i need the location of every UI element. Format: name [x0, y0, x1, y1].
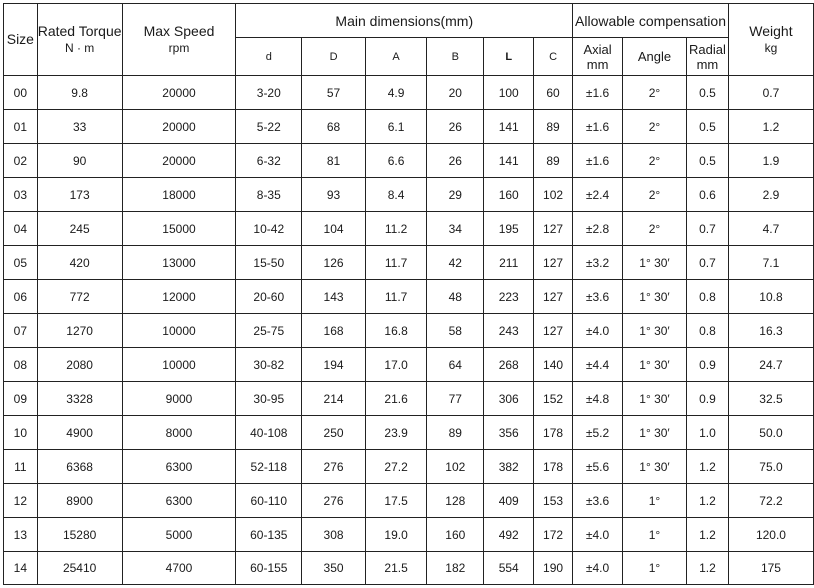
table-row	[4, 144, 814, 178]
cell-dim-C: 178	[534, 416, 573, 450]
cell-radial: 0.6	[686, 178, 728, 212]
cell-dim-C: 190	[534, 552, 573, 585]
cell-axial: ±4.4	[573, 348, 623, 382]
table-row	[4, 110, 814, 144]
cell-max-speed: 20000	[122, 110, 236, 144]
cell-dim-A: 17.5	[366, 484, 427, 518]
cell-dim-D: 168	[302, 314, 366, 348]
cell-dim-C: 89	[534, 144, 573, 178]
cell-dim-d: 60-110	[236, 484, 302, 518]
cell-max-speed: 12000	[122, 280, 236, 314]
cell-radial: 0.7	[686, 246, 728, 280]
cell-radial: 1.2	[686, 450, 728, 484]
cell-max-speed: 6300	[122, 484, 236, 518]
cell-max-speed: 13000	[122, 246, 236, 280]
cell-rated-torque: 3328	[37, 382, 122, 416]
cell-dim-A: 6.6	[366, 144, 427, 178]
cell-angle: 2°	[623, 144, 687, 178]
header-dim-C: C	[534, 38, 573, 76]
cell-dim-A: 16.8	[366, 314, 427, 348]
table-row	[4, 76, 814, 110]
table-row	[4, 246, 814, 280]
header-dim-L: L	[484, 38, 534, 76]
table-row	[4, 416, 814, 450]
header-max-speed	[122, 4, 236, 76]
cell-dim-A: 11.7	[366, 280, 427, 314]
table-row	[4, 314, 814, 348]
cell-axial: ±3.6	[573, 484, 623, 518]
cell-rated-torque: 245	[37, 212, 122, 246]
cell-dim-L: 268	[484, 348, 534, 382]
cell-dim-C: 153	[534, 484, 573, 518]
cell-size: 11	[4, 450, 38, 484]
cell-axial: ±4.0	[573, 314, 623, 348]
cell-dim-A: 11.7	[366, 246, 427, 280]
cell-radial: 0.8	[686, 314, 728, 348]
cell-size: 07	[4, 314, 38, 348]
cell-radial: 1.2	[686, 484, 728, 518]
cell-dim-C: 127	[534, 314, 573, 348]
cell-size: 14	[4, 552, 38, 585]
header-weight	[728, 4, 813, 76]
cell-size: 13	[4, 518, 38, 552]
cell-dim-B: 102	[427, 450, 484, 484]
cell-radial: 0.5	[686, 76, 728, 110]
header-main-dimensions: Main dimensions(mm)	[236, 4, 573, 38]
cell-radial: 0.5	[686, 110, 728, 144]
cell-dim-D: 350	[302, 552, 366, 585]
cell-dim-L: 211	[484, 246, 534, 280]
cell-radial: 0.9	[686, 348, 728, 382]
cell-dim-L: 409	[484, 484, 534, 518]
cell-dim-A: 6.1	[366, 110, 427, 144]
cell-dim-d: 60-155	[236, 552, 302, 585]
cell-dim-L: 160	[484, 178, 534, 212]
cell-angle: 2°	[623, 212, 687, 246]
cell-axial: ±3.6	[573, 280, 623, 314]
header-axial-unit: mm	[586, 56, 609, 72]
cell-dim-B: 26	[427, 144, 484, 178]
header-radial	[686, 38, 728, 76]
cell-dim-C: 127	[534, 212, 573, 246]
cell-rated-torque: 1270	[37, 314, 122, 348]
cell-axial: ±3.2	[573, 246, 623, 280]
cell-dim-B: 64	[427, 348, 484, 382]
cell-dim-d: 6-32	[236, 144, 302, 178]
header-weight-unit: kg	[764, 40, 778, 55]
cell-weight: 120.0	[728, 518, 813, 552]
cell-radial: 1.2	[686, 518, 728, 552]
cell-angle: 1° 30′	[623, 382, 687, 416]
cell-dim-L: 100	[484, 76, 534, 110]
cell-dim-D: 194	[302, 348, 366, 382]
cell-size: 04	[4, 212, 38, 246]
cell-size: 09	[4, 382, 38, 416]
cell-dim-d: 30-82	[236, 348, 302, 382]
cell-dim-A: 21.5	[366, 552, 427, 585]
cell-axial: ±1.6	[573, 76, 623, 110]
cell-size: 01	[4, 110, 38, 144]
cell-rated-torque: 2080	[37, 348, 122, 382]
cell-dim-D: 68	[302, 110, 366, 144]
cell-dim-D: 104	[302, 212, 366, 246]
cell-axial: ±5.6	[573, 450, 623, 484]
cell-dim-D: 81	[302, 144, 366, 178]
cell-dim-C: 140	[534, 348, 573, 382]
cell-weight: 1.9	[728, 144, 813, 178]
header-radial-label: Radial	[688, 41, 726, 57]
table-row	[4, 450, 814, 484]
cell-dim-d: 5-22	[236, 110, 302, 144]
cell-dim-A: 27.2	[366, 450, 427, 484]
header-radial-unit: mm	[696, 56, 719, 72]
header-max-speed-label: Max Speed	[143, 22, 215, 39]
cell-dim-A: 19.0	[366, 518, 427, 552]
cell-dim-B: 34	[427, 212, 484, 246]
cell-dim-d: 10-42	[236, 212, 302, 246]
cell-angle: 2°	[623, 76, 687, 110]
cell-dim-L: 195	[484, 212, 534, 246]
cell-weight: 16.3	[728, 314, 813, 348]
cell-dim-L: 306	[484, 382, 534, 416]
cell-dim-C: 178	[534, 450, 573, 484]
cell-weight: 1.2	[728, 110, 813, 144]
header-angle: Angle	[623, 38, 687, 76]
cell-weight: 10.8	[728, 280, 813, 314]
spec-table-body	[4, 76, 814, 585]
cell-rated-torque: 90	[37, 144, 122, 178]
cell-dim-B: 48	[427, 280, 484, 314]
cell-dim-L: 554	[484, 552, 534, 585]
cell-dim-B: 26	[427, 110, 484, 144]
header-dim-B: B	[427, 38, 484, 76]
cell-dim-D: 57	[302, 76, 366, 110]
cell-axial: ±1.6	[573, 144, 623, 178]
cell-radial: 0.9	[686, 382, 728, 416]
cell-size: 02	[4, 144, 38, 178]
table-row	[4, 484, 814, 518]
cell-rated-torque: 772	[37, 280, 122, 314]
cell-dim-L: 382	[484, 450, 534, 484]
cell-rated-torque: 15280	[37, 518, 122, 552]
cell-weight: 50.0	[728, 416, 813, 450]
cell-dim-B: 128	[427, 484, 484, 518]
cell-weight: 4.7	[728, 212, 813, 246]
cell-axial: ±2.4	[573, 178, 623, 212]
table-row	[4, 212, 814, 246]
cell-radial: 0.7	[686, 212, 728, 246]
cell-size: 03	[4, 178, 38, 212]
cell-angle: 1° 30′	[623, 450, 687, 484]
cell-max-speed: 20000	[122, 144, 236, 178]
cell-dim-D: 276	[302, 484, 366, 518]
cell-size: 06	[4, 280, 38, 314]
cell-rated-torque: 420	[37, 246, 122, 280]
cell-dim-d: 52-118	[236, 450, 302, 484]
cell-max-speed: 5000	[122, 518, 236, 552]
cell-radial: 1.2	[686, 552, 728, 585]
cell-axial: ±2.8	[573, 212, 623, 246]
header-weight-label: Weight	[749, 22, 793, 39]
cell-rated-torque: 8900	[37, 484, 122, 518]
cell-dim-B: 42	[427, 246, 484, 280]
cell-dim-B: 182	[427, 552, 484, 585]
cell-size: 10	[4, 416, 38, 450]
table-row	[4, 518, 814, 552]
header-dim-D: D	[302, 38, 366, 76]
cell-dim-d: 8-35	[236, 178, 302, 212]
cell-max-speed: 4700	[122, 552, 236, 585]
cell-size: 12	[4, 484, 38, 518]
cell-weight: 75.0	[728, 450, 813, 484]
cell-axial: ±4.8	[573, 382, 623, 416]
cell-size: 00	[4, 76, 38, 110]
cell-dim-d: 40-108	[236, 416, 302, 450]
cell-angle: 2°	[623, 178, 687, 212]
cell-dim-D: 126	[302, 246, 366, 280]
cell-dim-C: 172	[534, 518, 573, 552]
cell-dim-d: 60-135	[236, 518, 302, 552]
cell-dim-d: 25-75	[236, 314, 302, 348]
cell-rated-torque: 4900	[37, 416, 122, 450]
cell-dim-L: 141	[484, 110, 534, 144]
cell-rated-torque: 33	[37, 110, 122, 144]
cell-axial: ±4.0	[573, 552, 623, 585]
cell-angle: 1° 30′	[623, 280, 687, 314]
cell-max-speed: 6300	[122, 450, 236, 484]
cell-angle: 2°	[623, 110, 687, 144]
cell-size: 08	[4, 348, 38, 382]
cell-dim-B: 89	[427, 416, 484, 450]
cell-axial: ±1.6	[573, 110, 623, 144]
coupling-spec-table	[3, 3, 814, 585]
cell-angle: 1° 30′	[623, 416, 687, 450]
cell-dim-L: 141	[484, 144, 534, 178]
cell-dim-A: 21.6	[366, 382, 427, 416]
header-size: Size	[4, 4, 38, 76]
header-rated-torque-label: Rated Torque	[37, 22, 122, 39]
cell-max-speed: 8000	[122, 416, 236, 450]
cell-dim-A: 11.2	[366, 212, 427, 246]
cell-dim-D: 93	[302, 178, 366, 212]
cell-dim-B: 29	[427, 178, 484, 212]
header-axial-label: Axial	[583, 41, 612, 57]
cell-angle: 1°	[623, 484, 687, 518]
cell-dim-C: 60	[534, 76, 573, 110]
cell-size: 05	[4, 246, 38, 280]
header-dim-d: d	[236, 38, 302, 76]
cell-dim-A: 4.9	[366, 76, 427, 110]
cell-weight: 7.1	[728, 246, 813, 280]
cell-max-speed: 20000	[122, 76, 236, 110]
cell-max-speed: 10000	[122, 314, 236, 348]
cell-dim-d: 30-95	[236, 382, 302, 416]
cell-dim-C: 127	[534, 246, 573, 280]
cell-angle: 1° 30′	[623, 246, 687, 280]
table-row	[4, 280, 814, 314]
cell-weight: 24.7	[728, 348, 813, 382]
cell-angle: 1° 30′	[623, 314, 687, 348]
header-rated-torque	[37, 4, 122, 76]
cell-max-speed: 18000	[122, 178, 236, 212]
cell-dim-A: 23.9	[366, 416, 427, 450]
table-row	[4, 178, 814, 212]
header-dim-A: A	[366, 38, 427, 76]
cell-dim-D: 250	[302, 416, 366, 450]
cell-rated-torque: 173	[37, 178, 122, 212]
cell-angle: 1° 30′	[623, 348, 687, 382]
header-axial	[573, 38, 623, 76]
cell-dim-A: 17.0	[366, 348, 427, 382]
cell-dim-D: 143	[302, 280, 366, 314]
cell-dim-B: 77	[427, 382, 484, 416]
cell-dim-C: 127	[534, 280, 573, 314]
cell-rated-torque: 25410	[37, 552, 122, 585]
cell-max-speed: 15000	[122, 212, 236, 246]
cell-dim-L: 492	[484, 518, 534, 552]
cell-dim-L: 223	[484, 280, 534, 314]
cell-rated-torque: 9.8	[37, 76, 122, 110]
cell-rated-torque: 6368	[37, 450, 122, 484]
cell-dim-A: 8.4	[366, 178, 427, 212]
cell-dim-d: 20-60	[236, 280, 302, 314]
cell-weight: 32.5	[728, 382, 813, 416]
table-row	[4, 552, 814, 585]
cell-max-speed: 9000	[122, 382, 236, 416]
cell-dim-d: 15-50	[236, 246, 302, 280]
table-row	[4, 348, 814, 382]
cell-radial: 1.0	[686, 416, 728, 450]
cell-dim-D: 276	[302, 450, 366, 484]
cell-radial: 0.8	[686, 280, 728, 314]
cell-angle: 1°	[623, 552, 687, 585]
cell-weight: 2.9	[728, 178, 813, 212]
header-allowable-compensation: Allowable compensation	[573, 4, 729, 38]
cell-dim-L: 243	[484, 314, 534, 348]
cell-dim-B: 160	[427, 518, 484, 552]
cell-dim-d: 3-20	[236, 76, 302, 110]
cell-weight: 72.2	[728, 484, 813, 518]
cell-max-speed: 10000	[122, 348, 236, 382]
cell-angle: 1°	[623, 518, 687, 552]
cell-dim-B: 20	[427, 76, 484, 110]
cell-axial: ±5.2	[573, 416, 623, 450]
cell-dim-C: 102	[534, 178, 573, 212]
cell-axial: ±4.0	[573, 518, 623, 552]
header-rated-torque-unit: N · m	[64, 40, 95, 55]
cell-dim-C: 152	[534, 382, 573, 416]
header-max-speed-unit: rpm	[168, 40, 190, 55]
cell-radial: 0.5	[686, 144, 728, 178]
cell-dim-D: 308	[302, 518, 366, 552]
cell-dim-D: 214	[302, 382, 366, 416]
cell-weight: 175	[728, 552, 813, 585]
cell-dim-B: 58	[427, 314, 484, 348]
cell-dim-L: 356	[484, 416, 534, 450]
cell-dim-C: 89	[534, 110, 573, 144]
cell-weight: 0.7	[728, 76, 813, 110]
table-row	[4, 382, 814, 416]
